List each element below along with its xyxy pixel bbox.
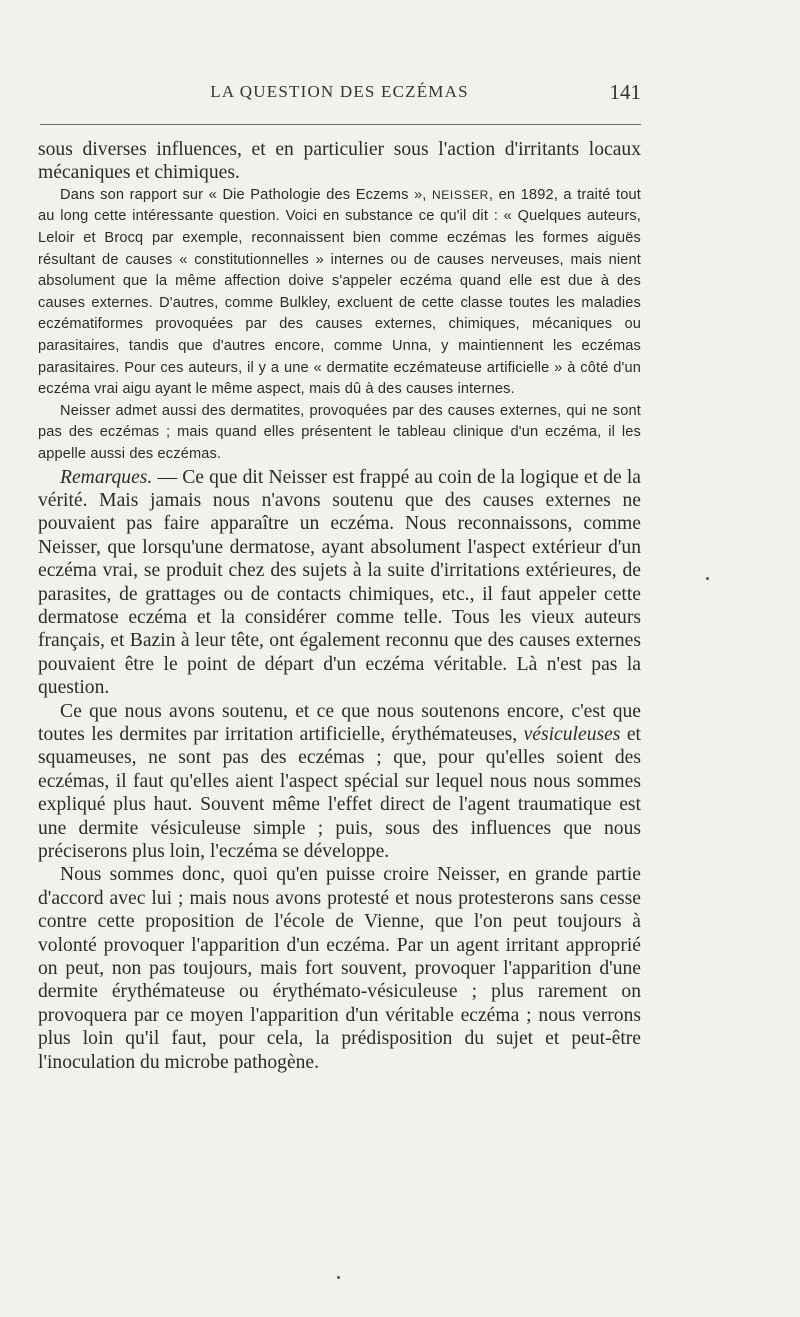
paragraph-1-text: sous diverses influences, et en particulier sous l'action d'irritants locaux mécaniques et chimiques. — [38, 139, 641, 184]
remarques-label: Remarques. — [60, 466, 153, 488]
paragraph-3 — [38, 401, 641, 466]
paragraph-2-text-after: , en 1892, a traité tout au long cette intéressante question. Voici en substance ce qu'il dit : « Quelques auteurs, Leloir et Brocq par exemple, reconnaissent bien comme eczémas les formes aiguës résultant de causes « constitutionnelles » internes ou de causes nerveuses, mais nient absolument que la même affection doive s'appeler eczéma quand elle est due à des causes externes. D'autres, comme Bulkley, excluent de cette classe toutes les maladies eczématiformes provoquées par des causes externes, chimiques, mécaniques ou parasitaires, tandis que d'autres encore, comme Unna, y maintiennent les eczémas parasitaires. Pour ces auteurs, il y a une « dermatite eczémateuse artificielle » à côté d'un eczéma vrai aigu ayant le même aspect, mais dû à des causes internes. — [38, 186, 641, 398]
running-title: LA QUESTION DES ECZÉMAS — [210, 82, 469, 101]
author-name-neisser: NEISSER — [432, 187, 489, 202]
emphasis-vesiculeuses: vésiculeuses — [523, 724, 621, 745]
paragraph-5-text-after: et squameuses, ne sont pas des eczémas ; que, pour qu'elles soient des eczémas, il faut qu'elles aient l'aspect spécial sur lequel nous nous sommes expliqué plus haut. Souvent même l'effet direct de l'agent traumatique est une dermite vésiculeuse simple ; puis, sous des influences que nous préciserons plus loin, l'eczéma se développe. — [38, 724, 641, 863]
paragraph-6-text: Nous sommes donc, quoi qu'en puisse croire Neisser, en grande partie d'accord avec lui ; mais nous avons protesté et nous protesterons sans cesse contre cette proposition de l'école de Vienne, que l'on peut toujours à volonté provoquer l'apparition d'un eczéma. Par un agent irritant approprié on peut, non pas toujours, mais fort souvent, provoquer l'apparition d'une dermite érythémateuse ou érythémato-vésiculeuse ; plus rarement on provoquera par ce moyen l'apparition d'un véritable eczéma ; nous verrons plus loin qu'il faut, pour cela, la prédisposition du sujet et peut-être l'inoculation du microbe pathogène. — [38, 864, 641, 1073]
page-number: 141 — [609, 80, 641, 104]
paragraph-3-text: Neisser admet aussi des dermatites, provoquées par des causes externes, qui ne sont pas des eczémas ; mais quand elles présentent le tableau clinique d'un eczéma, il les appelle aussi des eczémas. — [38, 402, 641, 462]
paragraph-4 — [38, 466, 641, 700]
paragraph-6 — [38, 863, 641, 1074]
paragraph-2 — [38, 185, 641, 401]
page-header — [38, 82, 641, 110]
margin-speck — [706, 577, 709, 580]
paragraph-1 — [38, 138, 641, 185]
header-rule — [40, 124, 641, 125]
paragraph-5-text-before: Ce que nous avons soutenu, et ce que nous soutenons encore, c'est que toutes les dermites par irritation artificielle, érythémateuses, — [38, 700, 641, 745]
paragraph-2-text-before: Dans son rapport sur « Die Pathologie des Eczems », — [60, 186, 433, 203]
bottom-speck — [337, 1276, 340, 1279]
body-text — [38, 138, 641, 1074]
paragraph-5 — [38, 700, 641, 864]
paragraph-4-text: — Ce que dit Neisser est frappé au coin de la logique et de la vérité. Mais jamais nous n'avons soutenu que des causes externes ne pouvaient pas faire apparaître un eczéma. Nous reconnaissons, comme Neisser, que lorsqu'une dermatose, ayant absolument l'aspect extérieur d'un eczéma vrai, se produit chez des sujets à la suite d'irritations extérieures, de parasites, de grattages ou de contacts chimiques, etc., il faut appeler cette dermatose eczéma et la considérer comme telle. Tous les vieux auteurs français, et Bazin à leur tête, ont également reconnu que des causes externes pouvaient être le point de départ d'un eczéma véritable. Là n'est pas la question. — [38, 466, 641, 699]
